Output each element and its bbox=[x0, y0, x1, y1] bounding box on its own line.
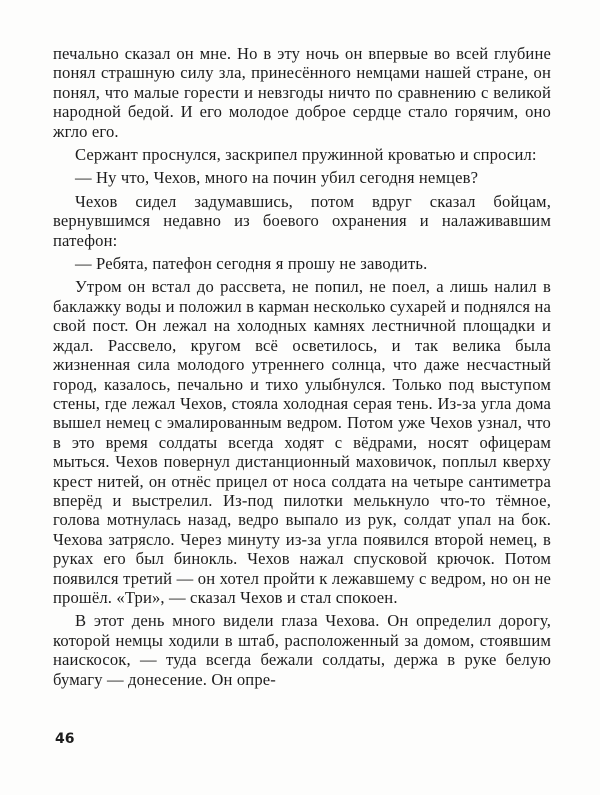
paragraph-3: — Ну что, Чехов, много на почин убил сегодня немцев? bbox=[75, 168, 479, 188]
paragraph-1: печально сказал он мне. Но в эту ночь он впервые во всей глубине понял страшную силу зла, принесённого немцами нашей стране, он понял, что малые горести и невзгоды ничто по сравнению с великой народной бедой. И его молодое доброе сердце стало горячим, оно жгло его. bbox=[53, 44, 551, 141]
paragraph-5: — Ребята, патефон сегодня я прошу не заводить. bbox=[75, 254, 428, 274]
paragraph-6: Утром он встал до рассвета, не попил, не поел, а лишь налил в баклажку воды и положил в карман несколько сухарей и поднялся на свой пост. Он лежал на холодных камнях лестничной площадки и ждал. Рассвело, кругом всё осветилось, и так велика была жизненная сила молодого утреннего солнца, что даже несчастный город, казалось, печально и тихо улыбнулся. Только под выступом стены, где лежал Чехов, стояла холодная серая тень. Из-за угла дома вышел немец с эмалированным ведром. Потом уже Чехов узнал, что в это время солдаты всегда ходят с вёдрами, носят офицерам мыться. Чехов повернул дистанционный маховичок, поплыл кверху крест нитей, он отнёс прицел от носа солдата на четыре сантиметра вперёд и выстрелил. Из-под пилотки мелькнуло что-то тёмное, голова мотнулась назад, ведро выпало из рук, солдат упал на бок. Чехова затрясло. Через минуту из-за угла появился второй немец, в руках его был бинокль. Чехов нажал спусковой крючок. Потом появился третий — он хотел пройти к лежавшему с ведром, но он не прошёл. «Три», — сказал Чехов и стал спокоен. bbox=[53, 277, 551, 607]
main-text bbox=[53, 44, 551, 693]
paragraph-2: Сержант проснулся, заскрипел пружинной кроватью и спросил: bbox=[75, 145, 537, 165]
paragraph-4: Чехов сидел задумавшись, потом вдруг сказал бойцам, вернувшимся недавно из боевого охранения и налаживавшим патефон: bbox=[53, 191, 551, 250]
paragraph-7: В этот день много видели глаза Чехова. Он определил дорогу, которой немцы ходили в штаб, расположенный за домом, стоявшим наискосок, — туда всегда бежали солдаты, держа в руке белую бумагу — донесение. Он опре- bbox=[53, 611, 551, 689]
page-number: 46 bbox=[55, 731, 75, 747]
